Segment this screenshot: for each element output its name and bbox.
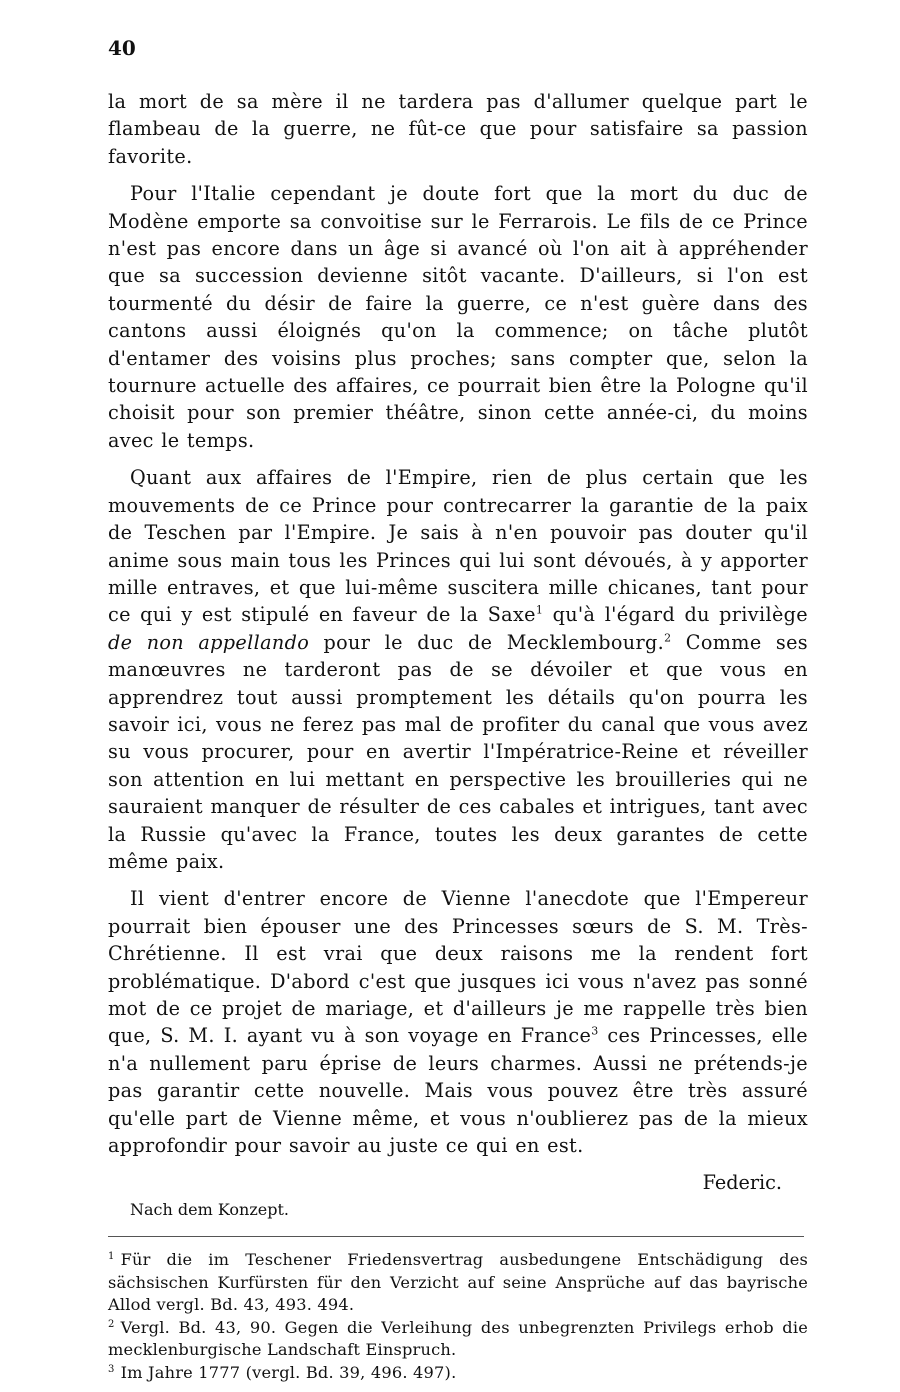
- paragraph-3: [108, 464, 808, 875]
- paragraph-3-text-b: qu'à l'égard du privilège: [543, 603, 808, 627]
- paragraph-4: [108, 885, 808, 1159]
- footnote-number: 2: [108, 1318, 115, 1330]
- footnote-ref-1: 1: [535, 603, 544, 617]
- page-number: 40: [108, 36, 136, 60]
- paragraph-4-text-b: ces Princesses, elle n'a nullement paru éprise de leurs charmes. Aussi ne prétends-je pas garantir cette nouvelle. Mais vous pouvez être très assuré qu'elle part de Vienne même, et vous n'oublierez pas de la mieux approfondir pour savoir au juste ce qui en est.: [108, 1024, 808, 1158]
- footnote-3: [108, 1362, 808, 1385]
- footnote-1: [108, 1249, 808, 1317]
- footnote-ref-3: 3: [591, 1025, 599, 1039]
- source-note: Nach dem Konzept.: [130, 1200, 289, 1220]
- document-page: [108, 38, 808, 1384]
- footnote-2: [108, 1317, 808, 1362]
- footnote-text: Für die im Teschener Friedensvertrag ausbedungene Entschädigung des sächsischen Kurfürsten für den Verzicht auf seine Ansprüche auf das bayrische Allod vergl. Bd. 43, 493. 494.: [108, 1250, 808, 1315]
- paragraph-3-text-d: Comme ses manœuvres ne tarderont pas de se dévoiler et que vous en apprendrez tout aussi promptement les détails qu'on pourra les savoir ici, vous ne ferez pas mal de profiter du canal que vous avez su vous procurer, pour en avertir l'Impératrice-Reine et réveiller son attention en lui mettant en perspective les brouilleries qui ne sauraient manquer de résulter de ces cabales et intrigues, tant avec la Russie qu'avec la France, toutes les deux garantes de cette même paix.: [108, 630, 808, 873]
- paragraph-3-text-a: Quant aux affaires de l'Empire, rien de plus certain que les mouvements de ce Prince pour contrecarrer la garantie de la paix de Teschen par l'Empire. Je sais à n'en pouvoir pas douter qu'il anime sous main tous les Princes qui lui sont dévoués, à y apporter mille entraves, et que lui-même suscitera mille chicanes, tant pour ce qui y est stipulé en faveur de la Saxe: [108, 466, 808, 627]
- footnote-number: 3: [108, 1363, 115, 1375]
- footnote-divider: [108, 1236, 804, 1237]
- paragraph-3-text-c: pour le duc de Mecklembourg.: [309, 630, 665, 654]
- footnote-number: 1: [108, 1251, 115, 1263]
- letter-body: [108, 88, 808, 1159]
- footnote-ref-2: 2: [664, 631, 672, 645]
- footnote-text: Vergl. Bd. 43, 90. Gegen die Verleihung des unbegrenzten Privilegs erhob die mecklenburgische Landschaft Einspruch.: [108, 1317, 808, 1360]
- paragraph-2: Pour l'Italie cependant je doute fort que la mort du duc de Modène emporte sa convoitise sur le Ferrarois. Le fils de ce Prince n'est pas encore dans un âge si avancé où l'on ait à appréhender que sa succession devienne sitôt vacante. D'ailleurs, si l'on est tourmenté du désir de faire la guerre, ce n'est guère dans des cantons aussi éloignés qu'on la commence; on tâche plutôt d'entamer des voisins plus proches; sans compter que, selon la tournure actuelle des affaires, ce pourrait bien être la Pologne qu'il choisit pour son premier théâtre, sinon cette année-ci, du moins avec le temps.: [108, 182, 808, 452]
- paragraph-1: la mort de sa mère il ne tardera pas d'allumer quelque part le flambeau de la guerre, ne fût-ce que pour satisfaire sa passion favorite.: [108, 90, 808, 168]
- paragraph-4-text-a: Il vient d'entrer encore de Vienne l'anecdote que l'Empereur pourrait bien épouser une des Princesses sœurs de S. M. Très-Chrétienne. Il est vrai que deux raisons me la rendent fort problématique. D'abord c'est que jusques ici vous n'avez pas sonné mot de ce projet de mariage, et d'ailleurs je me rappelle très bien que, S. M. I. ayant vu à son voyage en France: [108, 887, 808, 1048]
- footnote-text: Im Jahre 1777 (vergl. Bd. 39, 496. 497).: [120, 1362, 457, 1382]
- latin-phrase: de non appellando: [108, 630, 310, 654]
- footnotes: [108, 1249, 808, 1384]
- signature: Federic.: [702, 1171, 782, 1195]
